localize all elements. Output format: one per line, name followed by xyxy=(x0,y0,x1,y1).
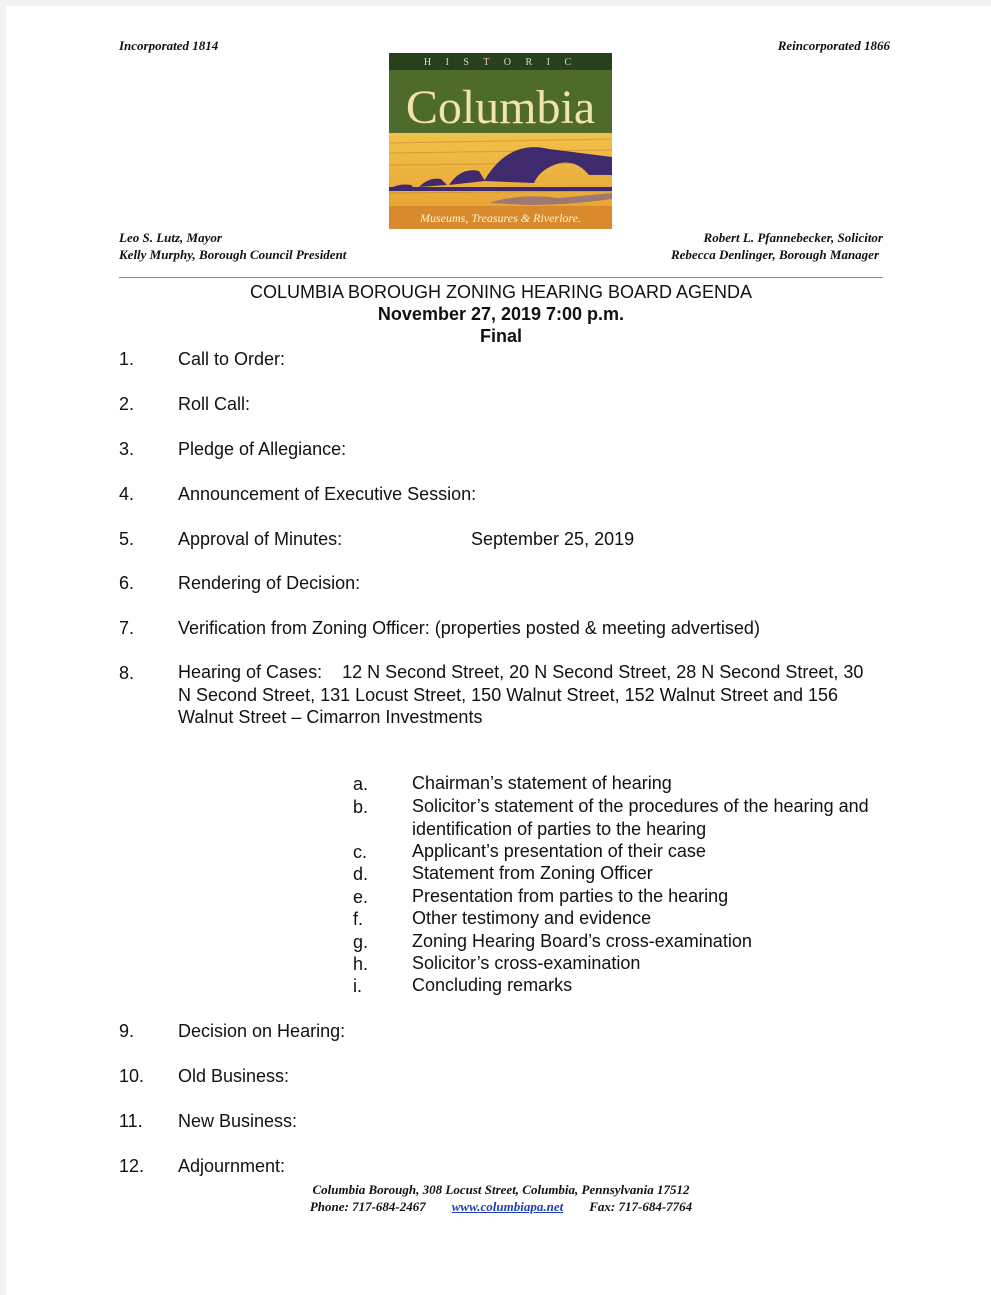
item-number: 1. xyxy=(119,349,135,369)
item-label: Adjournment: xyxy=(178,1156,286,1176)
item-label: New Business: xyxy=(178,1111,298,1131)
mayor: Leo S. Lutz, Mayor xyxy=(119,230,222,245)
step-letter: a. xyxy=(353,774,369,794)
step-letter: g. xyxy=(353,932,369,952)
borough-manager: Rebecca Denlinger, Borough Manager xyxy=(670,247,879,262)
step-text: Statement from Zoning Officer xyxy=(412,863,653,883)
minutes-date: September 25, 2019 xyxy=(471,529,635,549)
step-letter: c. xyxy=(353,842,368,862)
bridge-logo-icon xyxy=(389,53,612,229)
item-number: 8. xyxy=(119,663,135,683)
step-letter: f. xyxy=(353,909,364,929)
incorporated-year: Incorporated 1814 xyxy=(119,38,219,53)
item-label: Rendering of Decision: xyxy=(178,573,361,593)
footer-phone: Phone: 717-684-2467 xyxy=(309,1199,426,1214)
item-label: Roll Call: xyxy=(178,394,251,414)
step-text: Zoning Hearing Board’s cross-examination xyxy=(412,931,752,951)
logo-name: Columbia xyxy=(405,81,596,134)
header-divider xyxy=(119,277,883,278)
item-number: 7. xyxy=(119,618,135,638)
item-number: 11. xyxy=(119,1111,143,1131)
step-text: Chairman’s statement of hearing xyxy=(412,773,672,793)
step-text: Other testimony and evidence xyxy=(412,908,652,928)
step-letter: i. xyxy=(353,976,362,996)
step-text: Concluding remarks xyxy=(412,975,573,995)
step-text: Solicitor’s statement of the procedures of the hearing and identification of parties to the hearing xyxy=(412,796,869,839)
footer-address: Columbia Borough, 308 Locust Street, Columbia, Pennsylvania 17512 xyxy=(312,1182,690,1197)
item-label: Pledge of Allegiance: xyxy=(178,439,347,459)
step-text: Applicant’s presentation of their case xyxy=(412,841,706,861)
item-number: 10. xyxy=(119,1066,145,1086)
logo-top-word: H I S T O R I C xyxy=(423,57,578,68)
agenda-status: Final xyxy=(479,326,522,346)
item-label: Announcement of Executive Session: xyxy=(178,484,477,504)
item-number: 6. xyxy=(119,573,135,593)
item-number: 2. xyxy=(119,394,135,414)
agenda-title: COLUMBIA BOROUGH ZONING HEARING BOARD AGENDA xyxy=(249,282,753,302)
item-label: Approval of Minutes: xyxy=(178,529,343,549)
logo-tagline: Museums, Treasures & Riverlore. xyxy=(420,211,581,225)
item-label: Decision on Hearing: xyxy=(178,1021,346,1041)
agenda-date-time: November 27, 2019 7:00 p.m. xyxy=(377,304,625,324)
solicitor: Robert L. Pfannebecker, Solicitor xyxy=(703,230,883,245)
step-letter: d. xyxy=(353,864,369,884)
council-president: Kelly Murphy, Borough Council President xyxy=(119,247,347,262)
historic-columbia-logo xyxy=(389,53,612,229)
step-text: Solicitor’s cross-examination xyxy=(412,953,641,973)
document-page xyxy=(6,6,991,1295)
item-number: 12. xyxy=(119,1156,145,1176)
step-letter: e. xyxy=(353,887,369,907)
step-text: Presentation from parties to the hearing xyxy=(412,886,729,906)
item-number: 5. xyxy=(119,529,135,549)
item-label: Old Business: xyxy=(178,1066,290,1086)
item-label: Call to Order: xyxy=(178,349,286,369)
item-number: 4. xyxy=(119,484,135,504)
item-label: Verification from Zoning Officer: (properties posted & meeting advertised) xyxy=(178,618,760,638)
website-link[interactable]: www.columbiapa.net xyxy=(451,1199,564,1214)
footer-fax: Fax: 717-684-7764 xyxy=(589,1199,693,1214)
reincorporated-year: Reincorporated 1866 xyxy=(777,38,890,53)
step-letter: b. xyxy=(353,797,369,817)
step-letter: h. xyxy=(353,954,369,974)
item-number: 3. xyxy=(119,439,135,459)
footer-contact xyxy=(119,1199,883,1215)
hearing-of-cases-text: Hearing of Cases: 12 N Second Street, 20 N Second Street, 28 N Second Street, 30 N Second Street, 131 Locust Street, 150 Walnut Street, 152 Walnut Street and 156 Walnut Street – Cimarron Investments xyxy=(178,662,869,727)
item-number: 9. xyxy=(119,1021,135,1041)
